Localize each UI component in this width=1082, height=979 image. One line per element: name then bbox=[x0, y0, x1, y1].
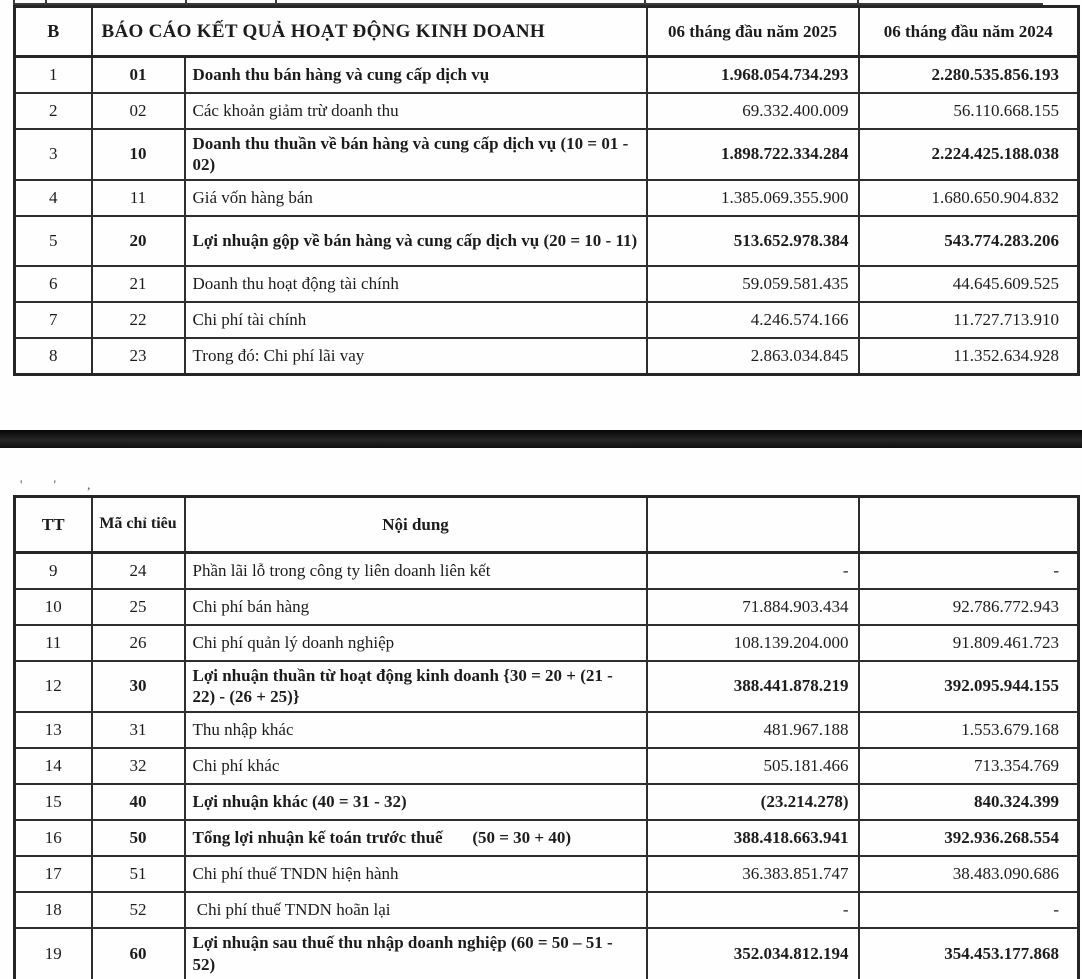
table-row bbox=[15, 589, 1079, 625]
table-row bbox=[15, 129, 1079, 181]
code-column-header: Mã chỉ tiêu bbox=[92, 497, 185, 553]
row-value-2024-cell: 38.483.090.686 bbox=[859, 856, 1079, 892]
row-value-2024-cell: 1.680.650.904.832 bbox=[859, 180, 1079, 216]
income-statement-table-lower bbox=[13, 495, 1080, 979]
table-row bbox=[15, 625, 1079, 661]
table-row bbox=[15, 856, 1079, 892]
row-value-2025-cell: 388.418.663.941 bbox=[647, 820, 859, 856]
row-value-2025-cell: 69.332.400.009 bbox=[647, 93, 859, 129]
row-label-cell: Doanh thu bán hàng và cung cấp dịch vụ bbox=[185, 57, 647, 93]
row-value-2025-cell: 2.863.034.845 bbox=[647, 338, 859, 374]
row-value-2025-cell: 388.441.878.219 bbox=[647, 661, 859, 713]
table-row bbox=[15, 892, 1079, 928]
row-label-cell: Chi phí tài chính bbox=[185, 302, 647, 338]
row-label-cell: Lợi nhuận gộp về bán hàng và cung cấp dịch vụ (20 = 10 - 11) bbox=[185, 216, 647, 266]
row-code-cell: 51 bbox=[92, 856, 185, 892]
row-code-cell: 52 bbox=[92, 892, 185, 928]
row-code-cell: 20 bbox=[92, 216, 185, 266]
table2-header bbox=[15, 497, 1079, 553]
table2-header-row bbox=[15, 497, 1079, 553]
row-value-2025-cell: 71.884.903.434 bbox=[647, 589, 859, 625]
table-row bbox=[15, 57, 1079, 93]
row-code-cell: 23 bbox=[92, 338, 185, 374]
scan-marks: ' ' , bbox=[20, 477, 105, 492]
table-row bbox=[15, 553, 1079, 589]
period-2024-header: 06 tháng đầu năm 2024 bbox=[859, 7, 1079, 57]
row-value-2024-cell: 11.727.713.910 bbox=[859, 302, 1079, 338]
row-value-2025-cell: 1.385.069.355.900 bbox=[647, 180, 859, 216]
row-code-cell: 30 bbox=[92, 661, 185, 713]
row-index-cell: 13 bbox=[15, 712, 92, 748]
row-label-cell: Chi phí khác bbox=[185, 748, 647, 784]
row-index-cell: 19 bbox=[15, 928, 92, 979]
row-label-cell: Phần lãi lỗ trong công ty liên doanh liên kết bbox=[185, 553, 647, 589]
row-index-cell: 11 bbox=[15, 625, 92, 661]
row-value-2024-cell: - bbox=[859, 892, 1079, 928]
row-index-cell: 9 bbox=[15, 553, 92, 589]
period-2025-header: 06 tháng đầu năm 2025 bbox=[647, 7, 859, 57]
table-row bbox=[15, 93, 1079, 129]
row-label-cell: Tổng lợi nhuận kế toán trước thuế (50 = 30 + 40) bbox=[185, 820, 647, 856]
row-value-2025-cell: 352.034.812.194 bbox=[647, 928, 859, 979]
row-index-cell: 3 bbox=[15, 129, 92, 181]
row-value-2025-cell: 505.181.466 bbox=[647, 748, 859, 784]
row-code-cell: 11 bbox=[92, 180, 185, 216]
row-value-2024-cell: 91.809.461.723 bbox=[859, 625, 1079, 661]
row-code-cell: 25 bbox=[92, 589, 185, 625]
row-index-cell: 6 bbox=[15, 266, 92, 302]
row-label-cell: Giá vốn hàng bán bbox=[185, 180, 647, 216]
table1-body bbox=[15, 57, 1079, 375]
row-index-cell: 8 bbox=[15, 338, 92, 374]
table1-header-row bbox=[15, 7, 1079, 57]
row-value-2024-cell: 840.324.399 bbox=[859, 784, 1079, 820]
row-value-2024-cell: 44.645.609.525 bbox=[859, 266, 1079, 302]
row-label-cell: Các khoản giảm trừ doanh thu bbox=[185, 93, 647, 129]
row-code-cell: 32 bbox=[92, 748, 185, 784]
row-value-2024-cell: 11.352.634.928 bbox=[859, 338, 1079, 374]
row-value-2024-cell: 2.224.425.188.038 bbox=[859, 129, 1079, 181]
row-index-cell: 14 bbox=[15, 748, 92, 784]
income-statement-table-upper bbox=[13, 5, 1080, 376]
table-row bbox=[15, 712, 1079, 748]
table-row bbox=[15, 338, 1079, 374]
row-label-cell: Lợi nhuận khác (40 = 31 - 32) bbox=[185, 784, 647, 820]
row-value-2024-cell: 354.453.177.868 bbox=[859, 928, 1079, 979]
row-code-cell: 31 bbox=[92, 712, 185, 748]
row-label-cell: Lợi nhuận sau thuế thu nhập doanh nghiệp (60 = 50 – 51 - 52) bbox=[185, 928, 647, 979]
row-value-2025-cell: 36.383.851.747 bbox=[647, 856, 859, 892]
row-value-2025-cell: - bbox=[647, 892, 859, 928]
row-value-2024-cell: 543.774.283.206 bbox=[859, 216, 1079, 266]
row-value-2025-cell: 108.139.204.000 bbox=[647, 625, 859, 661]
row-value-2024-cell: 2.280.535.856.193 bbox=[859, 57, 1079, 93]
row-index-cell: 16 bbox=[15, 820, 92, 856]
row-value-2025-cell: (23.214.278) bbox=[647, 784, 859, 820]
row-code-cell: 01 bbox=[92, 57, 185, 93]
row-label-cell: Chi phí thuế TNDN hoãn lại bbox=[185, 892, 647, 928]
row-label-cell: Doanh thu hoạt động tài chính bbox=[185, 266, 647, 302]
row-index-cell: 4 bbox=[15, 180, 92, 216]
row-code-cell: 22 bbox=[92, 302, 185, 338]
row-index-cell: 15 bbox=[15, 784, 92, 820]
value-2024-column-header bbox=[859, 497, 1079, 553]
row-code-cell: 50 bbox=[92, 820, 185, 856]
row-index-cell: 5 bbox=[15, 216, 92, 266]
row-code-cell: 24 bbox=[92, 553, 185, 589]
table-row bbox=[15, 216, 1079, 266]
table-row bbox=[15, 928, 1079, 979]
row-value-2024-cell: 92.786.772.943 bbox=[859, 589, 1079, 625]
row-index-cell: 17 bbox=[15, 856, 92, 892]
row-label-cell: Trong đó: Chi phí lãi vay bbox=[185, 338, 647, 374]
table-row bbox=[15, 661, 1079, 713]
table-row bbox=[15, 820, 1079, 856]
row-label-cell: Lợi nhuận thuần từ hoạt động kinh doanh {30 = 20 + (21 - 22) - (26 + 25)} bbox=[185, 661, 647, 713]
table-row bbox=[15, 784, 1079, 820]
report-title: BÁO CÁO KẾT QUẢ HOẠT ĐỘNG KINH DOANH bbox=[92, 7, 647, 57]
table-row bbox=[15, 748, 1079, 784]
row-value-2025-cell: 513.652.978.384 bbox=[647, 216, 859, 266]
table1-header bbox=[15, 7, 1079, 57]
table-row bbox=[15, 266, 1079, 302]
row-label-cell: Doanh thu thuần về bán hàng và cung cấp dịch vụ (10 = 01 - 02) bbox=[185, 129, 647, 181]
row-index-cell: 10 bbox=[15, 589, 92, 625]
row-index-cell: 2 bbox=[15, 93, 92, 129]
row-index-cell: 12 bbox=[15, 661, 92, 713]
content-column-header: Nội dung bbox=[185, 497, 647, 553]
row-code-cell: 60 bbox=[92, 928, 185, 979]
table-row bbox=[15, 180, 1079, 216]
tt-column-header: TT bbox=[15, 497, 92, 553]
row-value-2024-cell: 1.553.679.168 bbox=[859, 712, 1079, 748]
row-value-2024-cell: 392.936.268.554 bbox=[859, 820, 1079, 856]
row-value-2025-cell: 1.898.722.334.284 bbox=[647, 129, 859, 181]
row-value-2024-cell: 392.095.944.155 bbox=[859, 661, 1079, 713]
row-label-cell: Thu nhập khác bbox=[185, 712, 647, 748]
section-letter: B bbox=[15, 7, 92, 57]
row-code-cell: 40 bbox=[92, 784, 185, 820]
row-code-cell: 02 bbox=[92, 93, 185, 129]
row-code-cell: 26 bbox=[92, 625, 185, 661]
row-value-2025-cell: 4.246.574.166 bbox=[647, 302, 859, 338]
row-code-cell: 21 bbox=[92, 266, 185, 302]
row-value-2025-cell: - bbox=[647, 553, 859, 589]
row-value-2024-cell: 713.354.769 bbox=[859, 748, 1079, 784]
row-label-cell: Chi phí bán hàng bbox=[185, 589, 647, 625]
row-index-cell: 1 bbox=[15, 57, 92, 93]
value-2025-column-header bbox=[647, 497, 859, 553]
table2-body bbox=[15, 553, 1079, 979]
table-row bbox=[15, 302, 1079, 338]
row-index-cell: 7 bbox=[15, 302, 92, 338]
black-separator-bar bbox=[0, 430, 1082, 448]
row-value-2025-cell: 1.968.054.734.293 bbox=[647, 57, 859, 93]
row-value-2025-cell: 481.967.188 bbox=[647, 712, 859, 748]
row-index-cell: 18 bbox=[15, 892, 92, 928]
row-value-2024-cell: 56.110.668.155 bbox=[859, 93, 1079, 129]
row-label-cell: Chi phí quản lý doanh nghiệp bbox=[185, 625, 647, 661]
row-value-2024-cell: - bbox=[859, 553, 1079, 589]
row-code-cell: 10 bbox=[92, 129, 185, 181]
row-label-cell: Chi phí thuế TNDN hiện hành bbox=[185, 856, 647, 892]
row-value-2025-cell: 59.059.581.435 bbox=[647, 266, 859, 302]
